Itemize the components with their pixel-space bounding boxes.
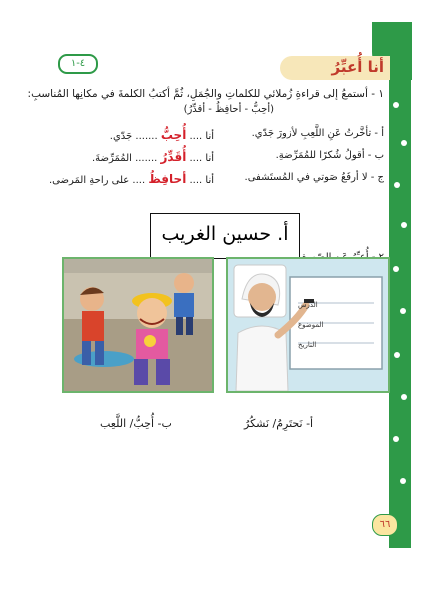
strip-dot xyxy=(393,102,399,108)
exercise-row xyxy=(44,172,384,190)
green-side-strip xyxy=(389,22,411,548)
section-header xyxy=(280,56,390,80)
board-label: التاريخ xyxy=(298,341,317,349)
section-title: أنا أُعبِّرُ xyxy=(331,58,384,76)
children-playing-illustration xyxy=(64,259,212,391)
row-fill: أنا .... أُقَدِّرُ ....... المُمَرِّضةَ. xyxy=(91,150,214,164)
page-number: ٦٦ xyxy=(372,514,398,536)
row-sentence: ب - أقولُ شُكرًا للمُمَرِّضةِ. xyxy=(275,150,384,161)
strip-dot xyxy=(394,352,400,358)
strip-dot xyxy=(401,222,407,228)
picture-teacher-board xyxy=(226,257,390,393)
row-fill: أنا .... أُحِبُّ ....... جَدّي. xyxy=(109,128,214,142)
row-answer: أحافِظُ xyxy=(148,172,187,186)
strip-dot xyxy=(394,182,400,188)
picture-children-playing xyxy=(62,257,214,393)
board-label: الموضوع xyxy=(298,321,324,329)
strip-dot xyxy=(401,140,407,146)
section-badge: ٤-١ xyxy=(58,54,98,74)
row-sentence: ج - لا أرفَعُ صَوتي في المُستَشفى. xyxy=(244,172,384,183)
name-overlay-text: أ. حسين الغريب xyxy=(161,223,289,245)
strip-dot xyxy=(401,394,407,400)
exercise-row xyxy=(44,150,384,168)
strip-dot xyxy=(400,478,406,484)
caption-left: ب- أُحِبُّ/ اللَّعِب xyxy=(100,417,172,430)
exercise1-options: (أحِبُّ - أحافِظُ - أقدِّرُ) xyxy=(183,104,274,115)
strip-dot xyxy=(393,436,399,442)
exercise1-instruction: ١ - أستمعُ إلى قراءةِ زُملائي للكلماتِ والجُمَلِ، ثُمَّ أكتبُ الكلمةَ في مكانِها المُناسبِ: xyxy=(27,88,384,100)
strip-dot xyxy=(393,266,399,272)
row-answer: أُحِبُّ xyxy=(160,128,187,142)
caption-right: أ- نَحتَرِمُ/ نَشكُرُ xyxy=(244,417,314,430)
row-answer: أُقَدِّرُ xyxy=(160,150,187,164)
name-overlay-box xyxy=(150,213,300,259)
board-label: الدرس xyxy=(298,301,318,309)
row-sentence: أ - تأخَّرتُ عَنِ اللَّعِبِ لأزورَ جَدّي. xyxy=(251,128,384,139)
exercise-row xyxy=(44,128,384,146)
row-fill: أنا .... أحافِظُ .... على راحةِ المَرضى. xyxy=(49,172,214,186)
strip-dot xyxy=(400,308,406,314)
